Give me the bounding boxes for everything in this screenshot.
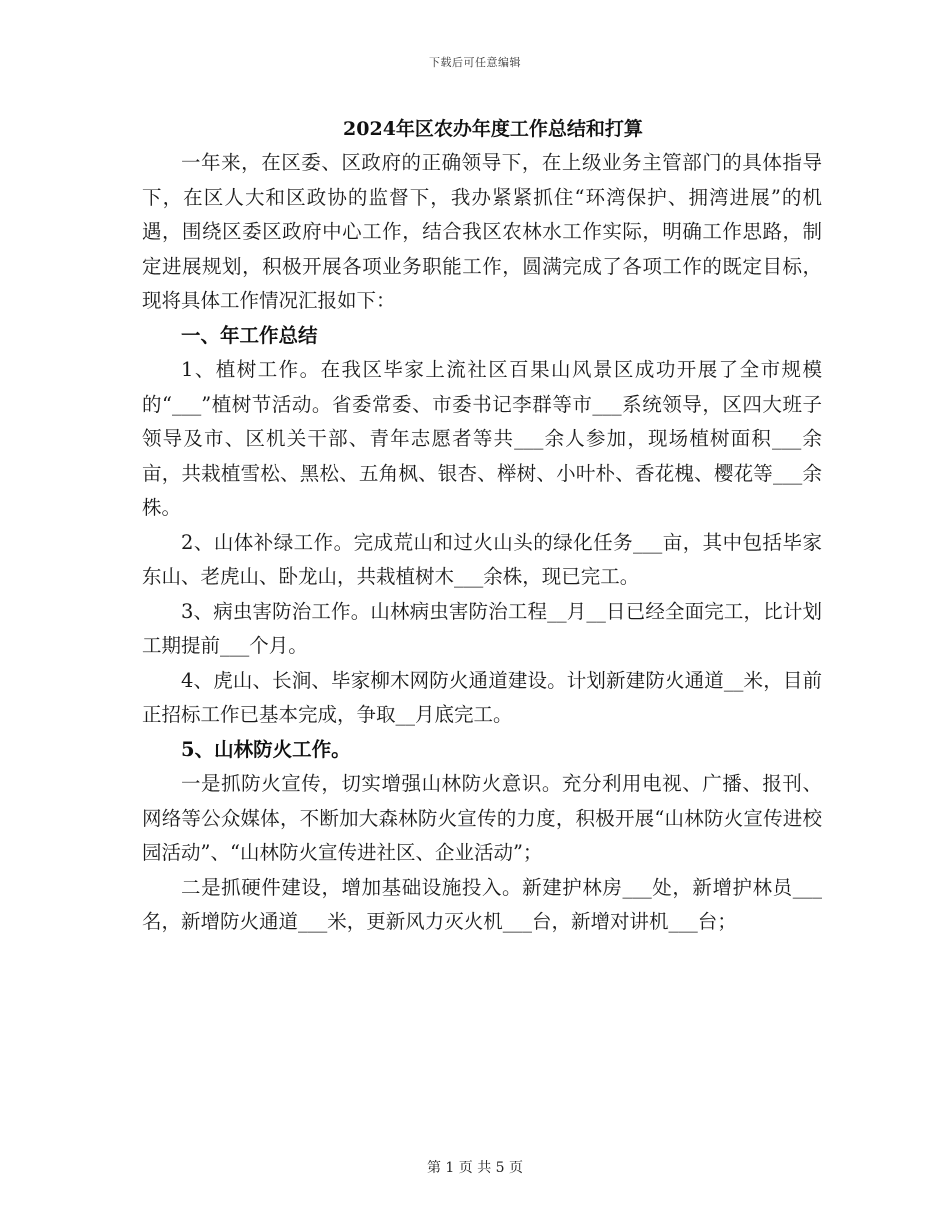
item-firebreak-construction: 4、虎山、长涧、毕家柳木网防火通道建设。计划新建防火通道__米，目前正招标工作已基本完成，争取__月底完工。 xyxy=(142,668,822,726)
document-body xyxy=(142,146,822,940)
document-title: 2024年区农办年度工作总结和打算 xyxy=(343,118,643,140)
fire-prevention-hardware: 二是抓硬件建设，增加基础设施投入。新建护林房___处，新增护林员___名，新增防火通道___米，更新风力灭火机___台，新增对讲机___台； xyxy=(142,875,822,933)
item-pest-control: 3、病虫害防治工作。山林病虫害防治工程__月__日已经全面完工，比计划工期提前___个月。 xyxy=(142,599,822,657)
item-fire-prevention-heading: 5、山林防火工作。 xyxy=(181,737,351,761)
header-note: 下载后可任意编辑 xyxy=(429,56,521,69)
section-heading-summary: 一、年工作总结 xyxy=(181,323,318,347)
fire-prevention-publicity: 一是抓防火宣传，切实增强山林防火意识。充分利用电视、广播、报刊、网络等公众媒体，不断加大森林防火宣传的力度，积极开展“山林防火宣传进校园活动”、“山林防火宣传进社区、企业活动”； xyxy=(142,772,822,864)
intro-paragraph: 一年来，在区委、区政府的正确领导下，在上级业务主管部门的具体指导下，在区人大和区政协的监督下，我办紧紧抓住“环湾保护、拥湾进展”的机遇，围绕区委区政府中心工作，结合我区农林水工作实际，明确工作思路，制定进展规划，积极开展各项业务职能工作，圆满完成了各项工作的既定目标，现将具体工作情况汇报如下： xyxy=(142,151,822,312)
item-mountain-greening: 2、山体补绿工作。完成荒山和过火山头的绿化任务___亩，其中包括毕家东山、老虎山、卧龙山，共栽植树木___余株，现已完工。 xyxy=(142,530,822,588)
item-tree-planting: 1、植树工作。在我区毕家上流社区百果山风景区成功开展了全市规模的“___”植树节活动。省委常委、市委书记李群等市___系统领导，区四大班子领导及市、区机关干部、青年志愿者等共___余人参加，现场植树面积___余亩，共栽植雪松、黑松、五角枫、银杏、榉树、小叶朴、香花槐、樱花等___余株。 xyxy=(142,358,822,519)
page-number: 第 1 页 共 5 页 xyxy=(426,1160,524,1176)
